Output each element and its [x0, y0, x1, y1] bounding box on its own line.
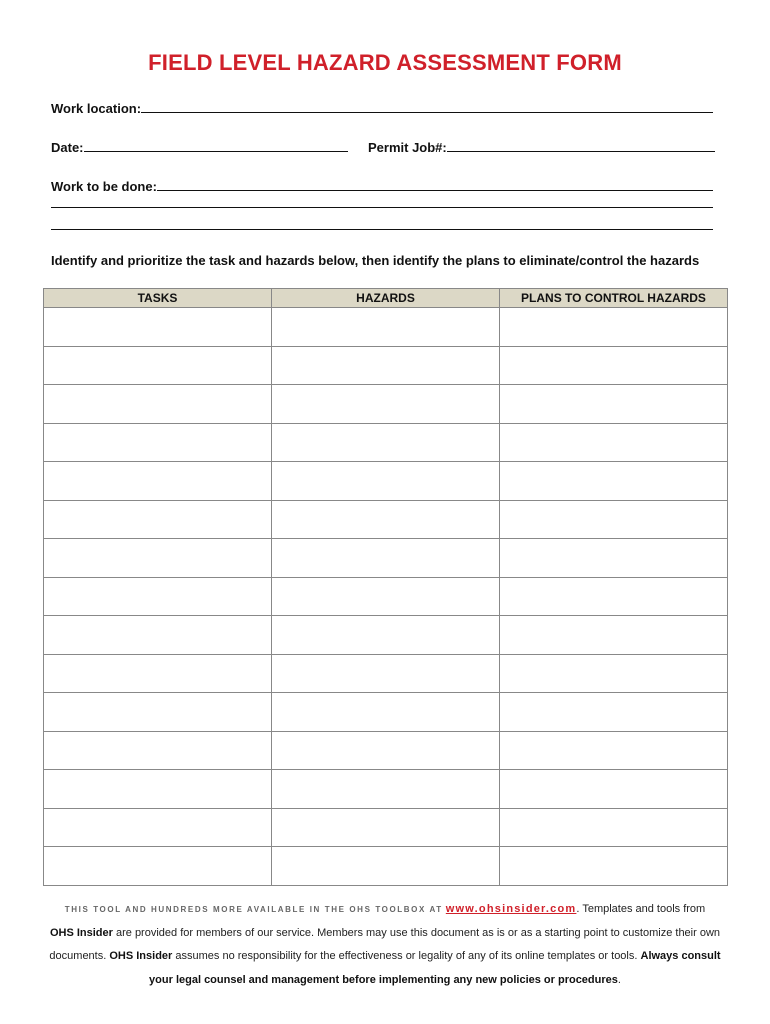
- footer-link[interactable]: www.ohsinsider.com: [445, 903, 577, 915]
- task-cell[interactable]: [44, 770, 272, 809]
- hazard-cell[interactable]: [272, 654, 500, 693]
- task-cell[interactable]: [44, 808, 272, 847]
- table-row: [44, 577, 728, 616]
- plan-cell[interactable]: [500, 385, 728, 424]
- plan-cell[interactable]: [500, 539, 728, 578]
- hazard-cell[interactable]: [272, 539, 500, 578]
- task-cell[interactable]: [44, 577, 272, 616]
- footer-closing: Always consult your legal counsel and management before implementing any new policies or procedures: [149, 950, 721, 986]
- plan-cell[interactable]: [500, 462, 728, 501]
- hazard-cell[interactable]: [272, 423, 500, 462]
- hazard-cell[interactable]: [272, 308, 500, 347]
- task-cell[interactable]: [44, 731, 272, 770]
- hazard-table: [43, 288, 728, 886]
- table-row: [44, 385, 728, 424]
- form-title: FIELD LEVEL HAZARD ASSESSMENT FORM: [148, 50, 622, 75]
- footer-text-2: are provided for members of our service. Members may use this document as is or as a starting point to customize their own documents.: [49, 926, 721, 962]
- footer: [40, 898, 730, 992]
- task-cell[interactable]: [44, 693, 272, 732]
- footer-caps-text: THIS TOOL AND HUNDREDS MORE AVAILABLE IN THE OHS TOOLBOX AT: [64, 905, 443, 914]
- task-cell[interactable]: [44, 385, 272, 424]
- work-to-be-done-line-2[interactable]: [51, 207, 713, 208]
- permit-label: Permit Job#:: [368, 140, 447, 155]
- plan-cell[interactable]: [500, 693, 728, 732]
- task-cell[interactable]: [44, 539, 272, 578]
- plan-cell[interactable]: [500, 731, 728, 770]
- hazard-cell[interactable]: [272, 808, 500, 847]
- instruction-text: Identify and prioritize the task and hazards below, then identify the plans to eliminate/control the hazards: [51, 253, 700, 268]
- work-to-be-done-field[interactable]: [157, 178, 713, 191]
- table-row: [44, 770, 728, 809]
- plan-cell[interactable]: [500, 577, 728, 616]
- table-row: [44, 462, 728, 501]
- footer-brand-2: OHS Insider: [109, 950, 173, 962]
- plan-cell[interactable]: [500, 500, 728, 539]
- hazard-cell[interactable]: [272, 346, 500, 385]
- header-tasks: TASKS: [44, 289, 272, 308]
- permit-field[interactable]: [447, 139, 715, 152]
- footer-text-3: assumes no responsibility for the effectiveness or legality of any of its online templates or tools.: [175, 950, 638, 962]
- task-cell[interactable]: [44, 423, 272, 462]
- work-to-be-done-row: [51, 178, 713, 194]
- work-location-label: Work location:: [51, 101, 142, 116]
- work-to-be-done-label: Work to be done:: [51, 179, 157, 194]
- header-hazards: HAZARDS: [272, 289, 500, 308]
- table-row: [44, 654, 728, 693]
- task-cell[interactable]: [44, 308, 272, 347]
- plan-cell[interactable]: [500, 423, 728, 462]
- table-row: [44, 346, 728, 385]
- hazard-cell[interactable]: [272, 385, 500, 424]
- task-cell[interactable]: [44, 616, 272, 655]
- hazard-cell[interactable]: [272, 462, 500, 501]
- date-label: Date:: [51, 140, 84, 155]
- table-row: [44, 500, 728, 539]
- task-cell[interactable]: [44, 346, 272, 385]
- table-row: [44, 731, 728, 770]
- table-row: [44, 616, 728, 655]
- hazard-cell[interactable]: [272, 577, 500, 616]
- table-row: [44, 539, 728, 578]
- hazard-cell[interactable]: [272, 770, 500, 809]
- plan-cell[interactable]: [500, 616, 728, 655]
- plan-cell[interactable]: [500, 308, 728, 347]
- table-row: [44, 693, 728, 732]
- task-cell[interactable]: [44, 500, 272, 539]
- hazard-cell[interactable]: [272, 731, 500, 770]
- work-to-be-done-line-3[interactable]: [51, 229, 713, 230]
- table-row: [44, 308, 728, 347]
- work-location-row: [51, 100, 713, 116]
- footer-after-link: . Templates and tools from: [576, 903, 706, 915]
- plan-cell[interactable]: [500, 654, 728, 693]
- table-header-row: [44, 289, 728, 308]
- date-row: [51, 139, 348, 155]
- table-row: [44, 423, 728, 462]
- plan-cell[interactable]: [500, 847, 728, 886]
- permit-row: [368, 139, 715, 155]
- table-row: [44, 847, 728, 886]
- hazard-cell[interactable]: [272, 847, 500, 886]
- table-row: [44, 808, 728, 847]
- plan-cell[interactable]: [500, 346, 728, 385]
- date-field[interactable]: [84, 139, 348, 152]
- footer-closing-period: .: [617, 973, 621, 986]
- task-cell[interactable]: [44, 654, 272, 693]
- hazard-cell[interactable]: [272, 616, 500, 655]
- footer-brand: OHS Insider: [49, 926, 113, 939]
- plan-cell[interactable]: [500, 770, 728, 809]
- table-body: [44, 308, 728, 886]
- work-location-field[interactable]: [141, 100, 713, 113]
- task-cell[interactable]: [44, 847, 272, 886]
- hazard-cell[interactable]: [272, 500, 500, 539]
- plan-cell[interactable]: [500, 808, 728, 847]
- hazard-cell[interactable]: [272, 693, 500, 732]
- task-cell[interactable]: [44, 462, 272, 501]
- header-plans: PLANS TO CONTROL HAZARDS: [500, 289, 728, 308]
